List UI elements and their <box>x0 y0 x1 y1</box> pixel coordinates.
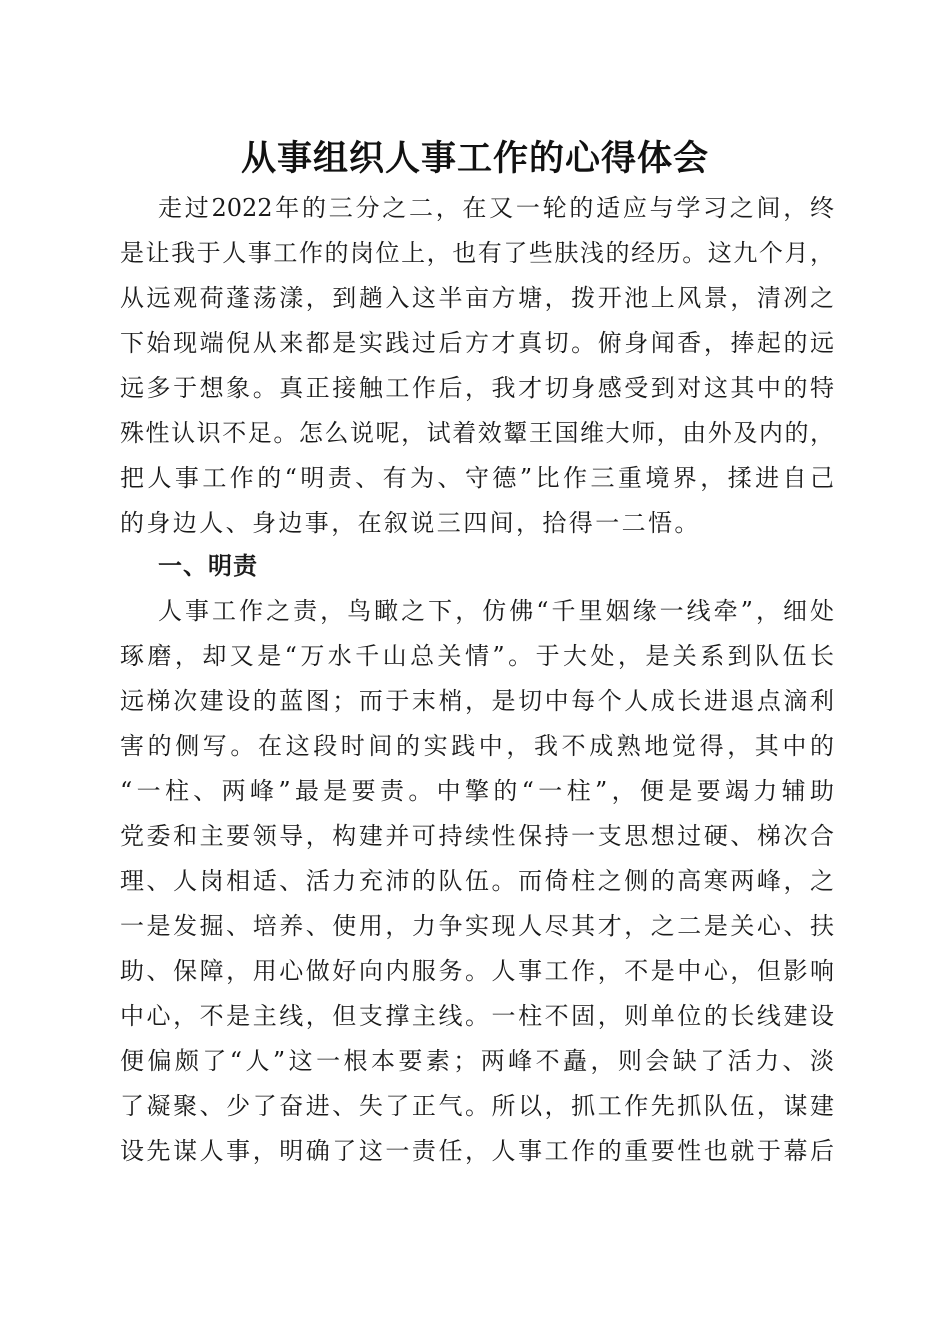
paragraph-2-line-13: 设先谋人事，明确了这一责任，人事工作的重要性也就于幕后 <box>120 1137 834 1165</box>
paragraph-1-line-3: 从远观荷蓬荡漾，到趟入这半亩方塘，拨开池上风景，清冽之 <box>120 284 834 312</box>
paragraph-2-line-9: 助、保障，用心做好向内服务。人事工作，不是中心，但影响 <box>120 957 834 985</box>
document-title: 从事组织人事工作的心得体会 <box>240 138 709 179</box>
paragraph-2-line-7: 理、人岗相适、活力充沛的队伍。而倚柱之侧的高寒两峰，之 <box>120 867 834 895</box>
paragraph-1-line-4: 下始现端倪从来都是实践过后方才真切。俯身闻香，捧起的远 <box>120 329 834 357</box>
paragraph-2-line-10: 中心，不是主线，但支撑主线。一柱不固，则单位的长线建设 <box>120 1002 834 1030</box>
paragraph-2-line-6: 党委和主要领导，构建并可持续性保持一支思想过硬、梯次合 <box>120 822 834 850</box>
paragraph-2-line-11: 便偏颇了“人”这一根本要素；两峰不矗，则会缺了活力、淡 <box>120 1047 834 1075</box>
paragraph-1-line-5: 远多于想象。真正接触工作后，我才切身感受到对这其中的特 <box>120 374 834 402</box>
paragraph-2-line-1: 人事工作之责，鸟瞰之下，仿佛“千里姻缘一线牵”，细处 <box>158 597 834 625</box>
paragraph-2-line-8: 一是发掘、培养、使用，力争实现人尽其才，之二是关心、扶 <box>120 912 834 940</box>
paragraph-1-line-2: 是让我于人事工作的岗位上，也有了些肤浅的经历。这九个月， <box>120 239 834 267</box>
paragraph-1-line-6: 殊性认识不足。怎么说呢，试着效颦王国维大师，由外及内的， <box>120 419 834 447</box>
paragraph-1-line-7: 把人事工作的“明责、有为、守德”比作三重境界，揉进自己 <box>120 464 834 492</box>
paragraph-2-line-5: “一柱、两峰”最是要责。中擎的“一柱”，便是要竭力辅助 <box>120 777 834 805</box>
paragraph-2-line-4: 害的侧写。在这段时间的实践中，我不成熟地觉得，其中的 <box>120 732 834 760</box>
paragraph-1-line-1: 走过2022年的三分之二，在又一轮的适应与学习之间，终 <box>158 194 834 222</box>
paragraph-1-line-8: 的身边人、身边事，在叙说三四间，拾得一二悟。 <box>120 509 701 537</box>
paragraph-2-line-3: 远梯次建设的蓝图；而于末梢，是切中每个人成长进退点滴利 <box>120 687 834 715</box>
paragraph-2-line-2: 琢磨，却又是“万水千山总关情”。于大处，是关系到队伍长 <box>120 642 834 670</box>
section-heading-1: 一、明责 <box>158 552 258 580</box>
paragraph-2-line-12: 了凝聚、少了奋进、失了正气。所以，抓工作先抓队伍，谋建 <box>120 1092 834 1120</box>
